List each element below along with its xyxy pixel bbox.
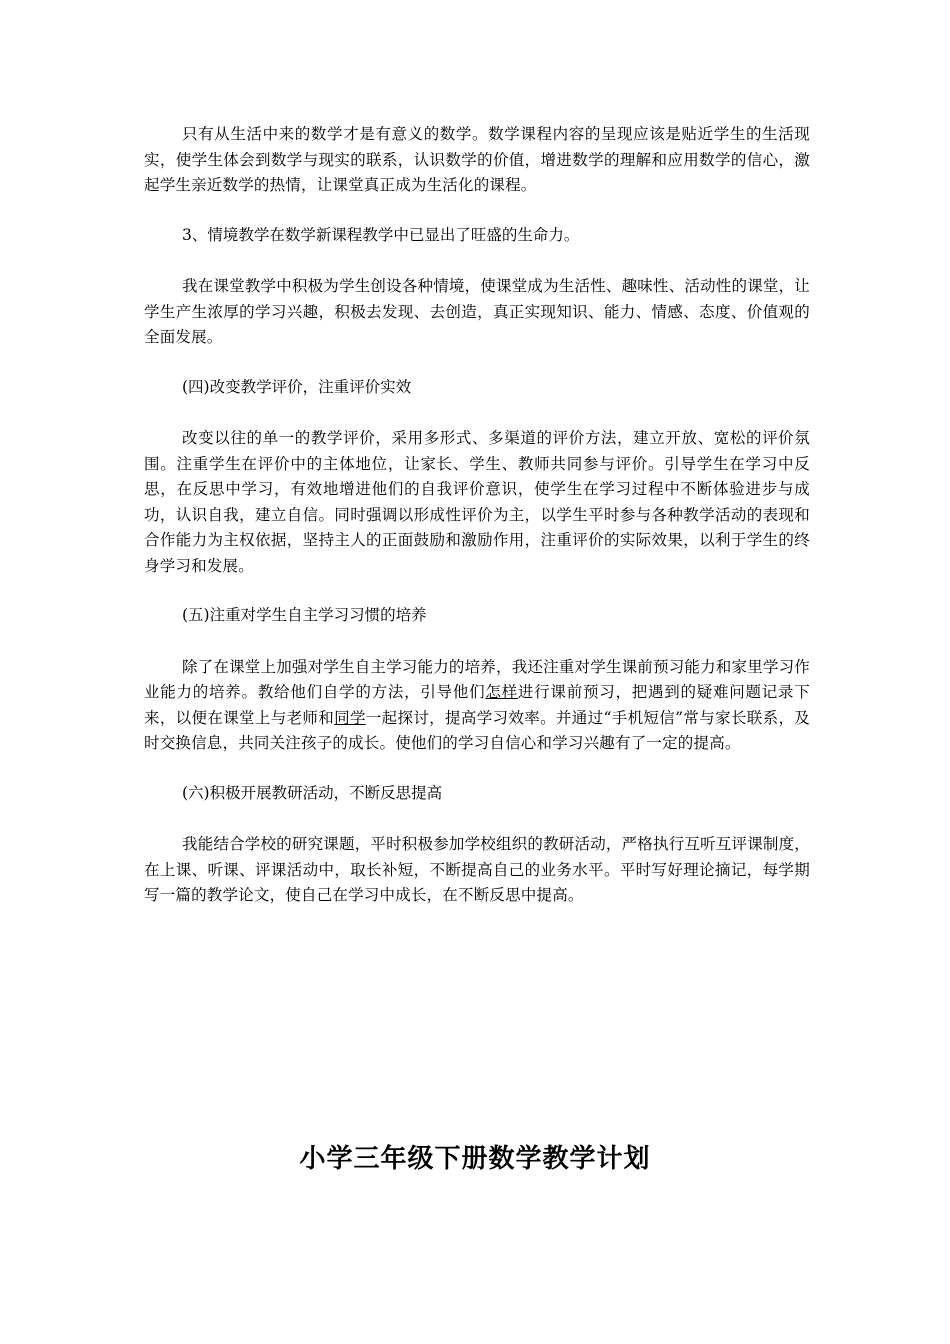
underlined-word-classmates: 同学 [334,708,366,727]
paragraph-situations: 我在课堂教学中积极为学生创设各种情境，使课堂成为生活性、趣味性、活动性的课堂，让学生产生浓厚的学习兴趣，积极去发现、去创造，真正实现知识、能力、情感、态度、价值观的全面发展。 [144,277,811,346]
section-5-heading: (五)注重对学生自主学习习惯的培养 [182,606,427,624]
point-3-heading: 3、情境教学在数学新课程教学中已显出了旺盛的生命力。 [182,225,580,244]
self-study-text-1: 除了在课堂上加强对学生自主学习能力的培养，我还注重对学生课前预习能力和家里学习作业能力的培养。教给他们自学的方法，引导他们 [144,657,811,701]
underlined-word-how: 怎样 [485,683,518,701]
paragraph-self-study [144,655,810,757]
section-6-heading: (六)积极开展教研活动，不断反思提高 [182,783,443,802]
paragraph-evaluation: 改变以往的单一的教学评价，采用多形式、多渠道的评价方法，建立开放、宽松的评价氛围。注重学生在评价中的主体地位，让家长、学生、教师共同参与评价。引导学生在学习中反思，在反思中学习，有效地增进他们的自我评价意识，使学生在学习过程中不断体验进步与成功，认识自我，建立自信。同时强调以形成性评价为主，以学生平时参与各种教学活动的表现和合作能力为主权依据，坚持主人的正面鼓励和激励作用，注重评价的实际效果，以利于学生的终身学习和发展。 [144,429,810,575]
paragraph-life-math: 只有从生活中来的数学才是有意义的数学。数学课程内容的呈现应该是贴近学生的生活现实，使学生体会到数学与现实的联系，认识数学的价值，增进数学的理解和应用数学的信心，激起学生亲近数学的热情，让课堂真正成为生活化的课程。 [144,125,810,194]
self-study-text-3: 一起探讨，提高学习效率。并通过“手机短信”常与家长联系，及时交换信息，共同关注孩子的成长。使他们的学习自信心和学习兴趣有了一定的提高。 [144,708,810,752]
document-body [144,122,810,909]
document-title: 小学三年级下册数学教学计划 [299,1144,651,1174]
self-study-text-2: 进行课前预习，把遇到的疑难问题记录下来，以便在课堂上与老师和 [144,683,810,727]
paragraph-research: 我能结合学校的研究课题，平时积极参加学校组织的教研活动，严格执行互听互评课制度，在上课、听课、评课活动中，取长补短，不断提高自己的业务水平。平时写好理论摘记，每学期写一篇的教学论文，使自己在学习中成长，在不断反思中提高。 [144,835,811,904]
section-4-heading: (四)改变教学评价，注重评价实效 [182,377,412,396]
